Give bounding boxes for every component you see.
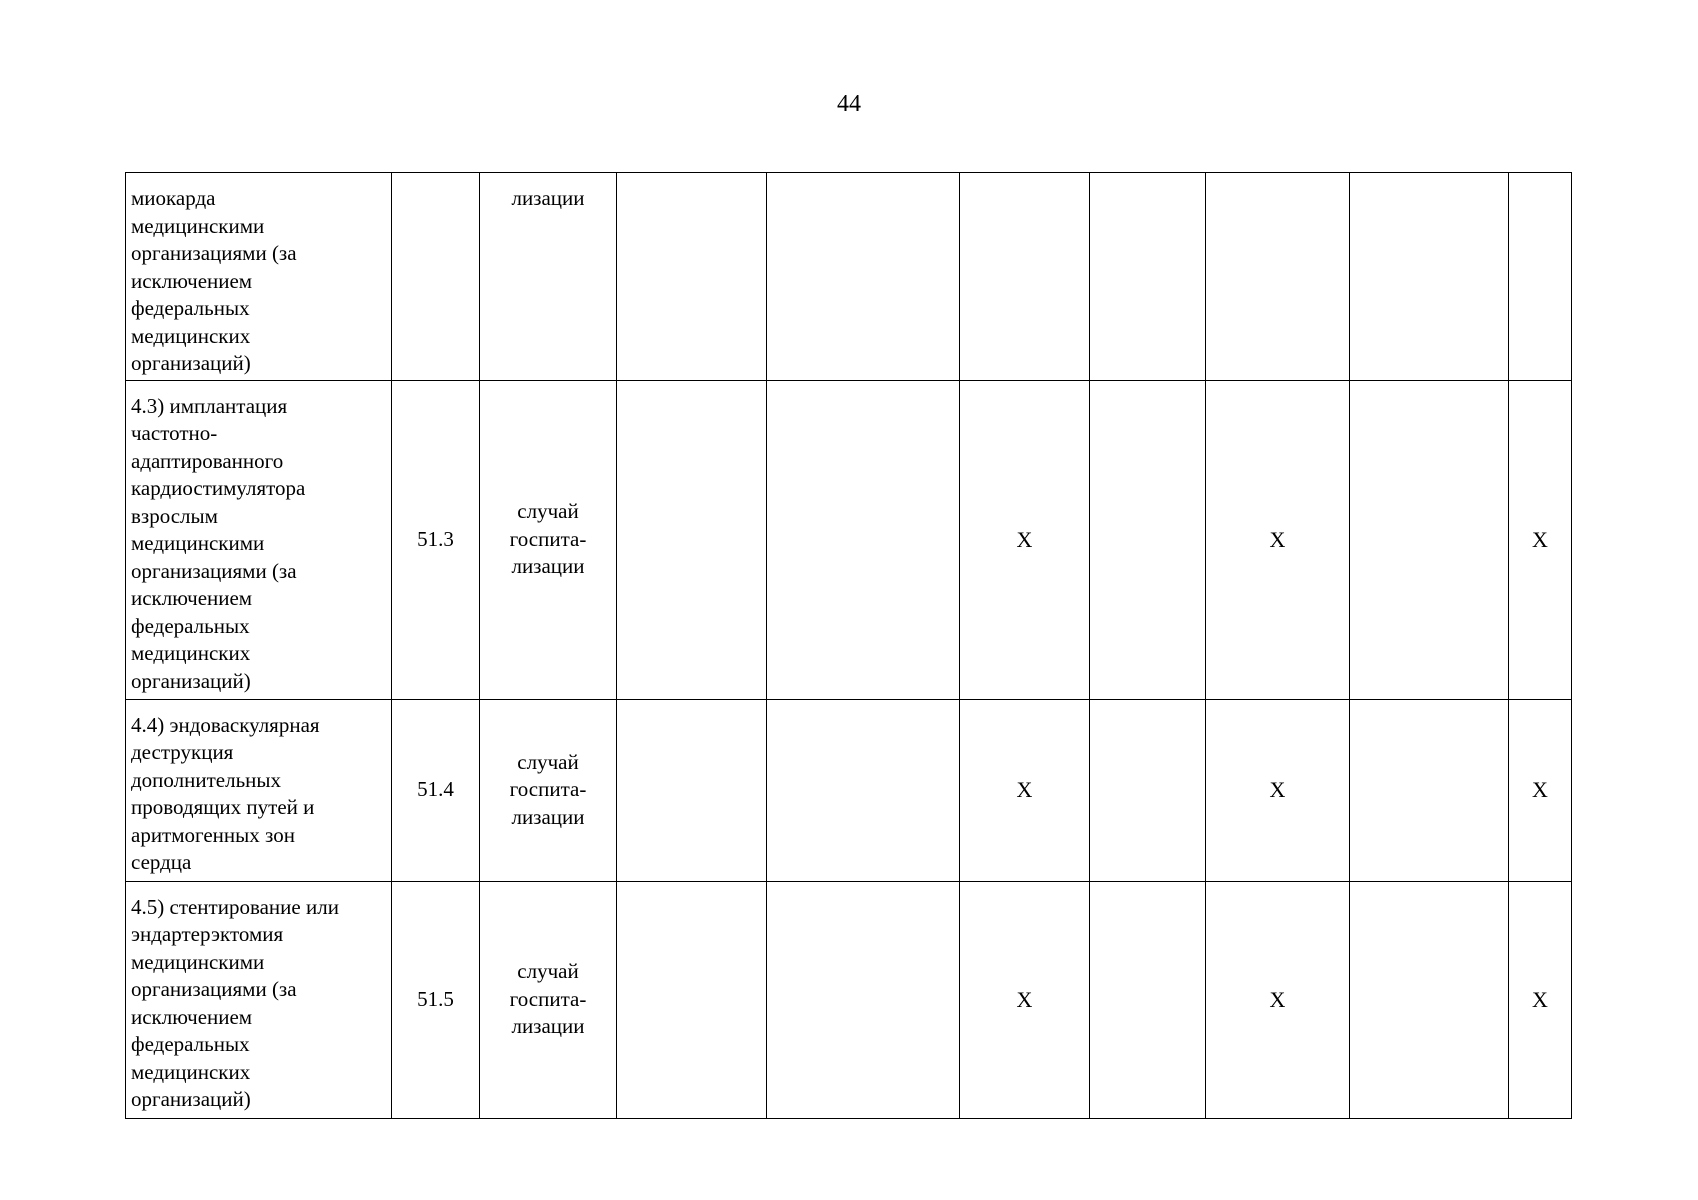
row-mark-cell: X <box>1206 380 1350 699</box>
row-value-cell <box>1350 699 1509 881</box>
row-unit-line: госпита- <box>509 777 587 802</box>
row-unit-cell <box>480 881 617 1118</box>
row-name-line: медицинскими <box>131 213 265 238</box>
row-value-cell <box>1350 173 1509 381</box>
row-name-line: исключением <box>131 586 253 610</box>
row-value-cell <box>617 881 767 1118</box>
row-name-line: адаптированного <box>131 448 284 473</box>
row-name-line: медицинскими <box>131 949 265 974</box>
row-unit-line: госпита- <box>509 986 587 1011</box>
row-name-line: медицинских <box>131 641 251 665</box>
row-value-cell <box>767 173 960 381</box>
table-row <box>126 173 1572 381</box>
row-value-cell <box>1090 699 1206 881</box>
row-name-line: 4.4) эндоваскулярная <box>131 712 320 737</box>
row-value-cell <box>617 699 767 881</box>
row-unit-cell <box>480 173 617 381</box>
row-mark-cell: X <box>1509 881 1572 1118</box>
row-unit-cell <box>480 699 617 881</box>
row-code-cell: 51.5 <box>392 881 480 1118</box>
row-name-line: дополнительных <box>131 767 282 792</box>
row-mark-cell: X <box>960 380 1090 699</box>
row-name-line: эндартерэктомия <box>131 922 284 946</box>
row-mark-cell: X <box>960 699 1090 881</box>
row-value-cell <box>1090 380 1206 699</box>
row-value-cell <box>767 881 960 1118</box>
table-row <box>126 881 1572 1118</box>
row-name-line: деструкция <box>131 740 234 764</box>
row-name-line: организациями (за <box>131 558 297 583</box>
row-code-cell: 51.3 <box>392 380 480 699</box>
row-value-cell <box>767 380 960 699</box>
row-name-line: организаций) <box>131 351 251 375</box>
row-name-line: взрослым <box>131 503 218 528</box>
row-name-line: медицинскими <box>131 531 265 555</box>
row-unit-line: лизации <box>511 804 585 829</box>
row-name-line: 4.5) стентирование или <box>131 894 339 919</box>
row-name-line: организациями (за <box>131 241 297 265</box>
row-name-line: кардиостимулятора <box>131 476 306 500</box>
page-number: 44 <box>837 91 861 117</box>
row-name-line: исключением <box>131 1004 253 1029</box>
row-name-cell <box>126 380 392 699</box>
row-name-line: медицинских <box>131 1059 251 1084</box>
row-value-cell <box>617 173 767 381</box>
row-name-line: аритмогенных зон <box>131 822 295 847</box>
row-unit-line: лизации <box>511 554 585 579</box>
data-table <box>125 172 1572 1119</box>
row-mark-cell: X <box>1206 881 1350 1118</box>
row-name-line: федеральных <box>131 1032 250 1056</box>
row-code-cell <box>392 173 480 381</box>
row-name-cell <box>126 699 392 881</box>
row-unit-line: госпита- <box>509 526 587 551</box>
row-unit-cell <box>480 380 617 699</box>
row-value-cell <box>617 380 767 699</box>
row-unit-line: случай <box>517 959 579 984</box>
row-value-cell <box>767 699 960 881</box>
row-value-cell <box>1350 881 1509 1118</box>
row-name-line: частотно- <box>131 421 218 445</box>
row-name-line: федеральных <box>131 613 250 638</box>
row-unit-line: случай <box>517 499 579 524</box>
row-name-line: организациями (за <box>131 977 297 1001</box>
row-name-line: проводящих путей и <box>131 795 315 819</box>
row-unit-line: лизации <box>511 186 585 210</box>
row-mark-cell: X <box>1206 699 1350 881</box>
row-value-cell <box>960 173 1090 381</box>
row-name-line: 4.3) имплантация <box>131 393 288 418</box>
row-name-line: сердца <box>131 850 192 874</box>
row-mark-cell: X <box>1509 699 1572 881</box>
row-value-cell <box>1509 173 1572 381</box>
row-code-cell: 51.4 <box>392 699 480 881</box>
table-row <box>126 699 1572 881</box>
row-name-line: медицинских <box>131 323 251 348</box>
row-value-cell <box>1090 173 1206 381</box>
row-unit-line: лизации <box>511 1014 585 1039</box>
row-name-line: федеральных <box>131 296 250 320</box>
table-row <box>126 380 1572 699</box>
row-value-cell <box>1350 380 1509 699</box>
row-mark-cell: X <box>960 881 1090 1118</box>
row-unit-line: случай <box>517 749 579 774</box>
row-value-cell <box>1090 881 1206 1118</box>
row-name-line: организаций) <box>131 668 251 693</box>
row-name-cell <box>126 173 392 381</box>
row-name-line: организаций) <box>131 1087 251 1111</box>
row-name-line: миокарда <box>131 186 216 210</box>
row-value-cell <box>1206 173 1350 381</box>
row-mark-cell: X <box>1509 380 1572 699</box>
row-name-line: исключением <box>131 268 253 293</box>
row-name-cell <box>126 881 392 1118</box>
